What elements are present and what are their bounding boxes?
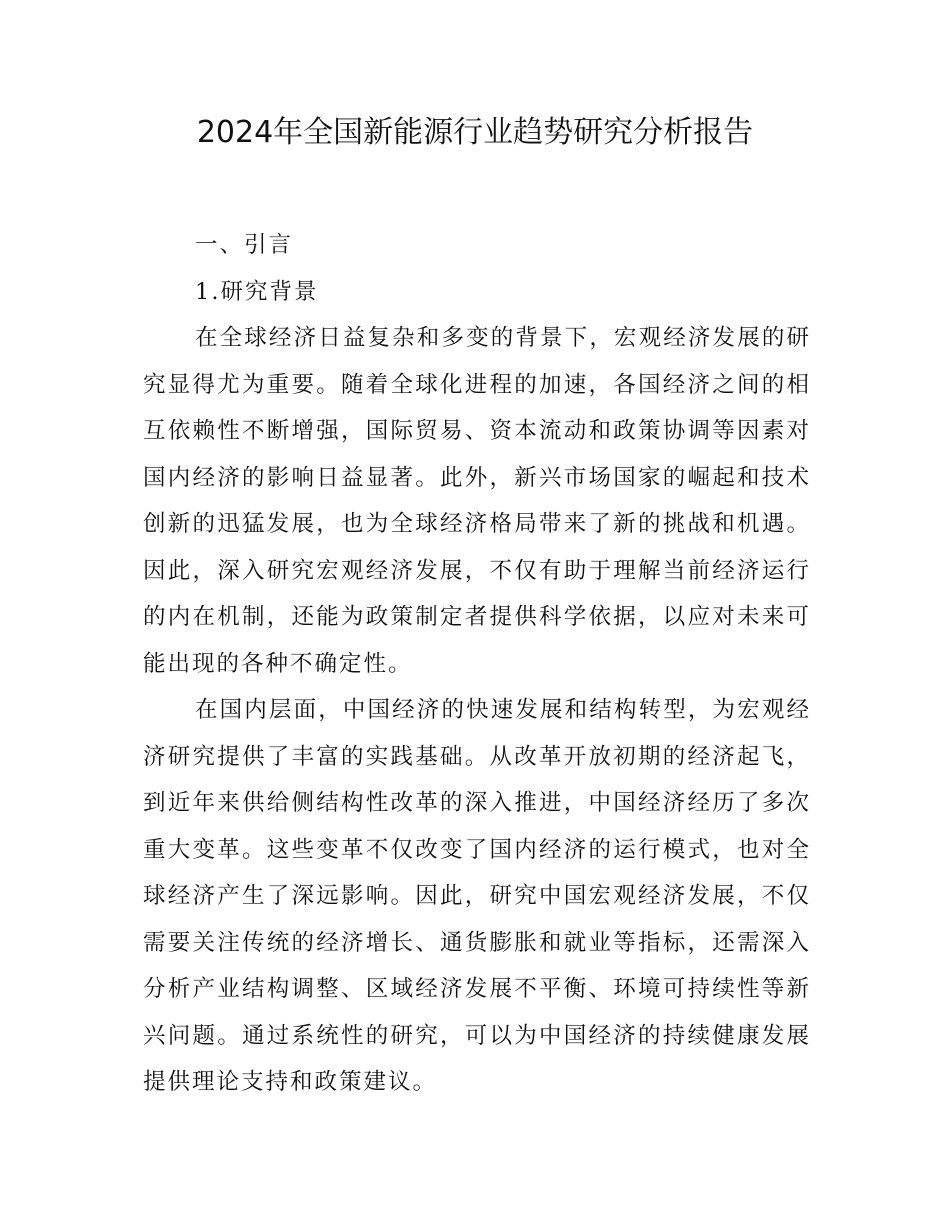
paragraph: 在国内层面，中国经济的快速发展和结构转型，为宏观经济研究提供了丰富的实践基础。从改革开放初期的经济起飞，到近年来供给侧结构性改革的深入推进，中国经济经历了多次重大变革。这些变革不仅改变了国内经济的运行模式，也对全球经济产生了深远影响。因此，研究中国宏观经济发展，不仅需要关注传统的经济增长、通货膨胀和就业等指标，还需深入分析产业结构调整、区域经济发展不平衡、环境可持续性等新兴问题。通过系统性的研究，可以为中国经济的持续健康发展提供理论支持和政策建议。 bbox=[143, 697, 811, 1095]
sub-heading: 1.研究背景 bbox=[195, 278, 319, 305]
paragraph: 在全球经济日益复杂和多变的背景下，宏观经济发展的研究显得尤为重要。随着全球化进程的加速，各国经济之间的相互依赖性不断增强，国际贸易、资本流动和政策协调等因素对国内经济的影响日益显著。此外，新兴市场国家的崛起和技术创新的迅猛发展，也为全球经济格局带来了新的挑战和机遇。因此，深入研究宏观经济发展，不仅有助于理解当前经济运行的内在机制，还能为政策制定者提供科学依据，以应对未来可能出现的各种不确定性。 bbox=[143, 325, 811, 677]
document-title: 2024年全国新能源行业趋势研究分析报告 bbox=[196, 115, 754, 150]
section-heading: 一、引言 bbox=[195, 232, 294, 258]
document-body bbox=[143, 222, 811, 1106]
